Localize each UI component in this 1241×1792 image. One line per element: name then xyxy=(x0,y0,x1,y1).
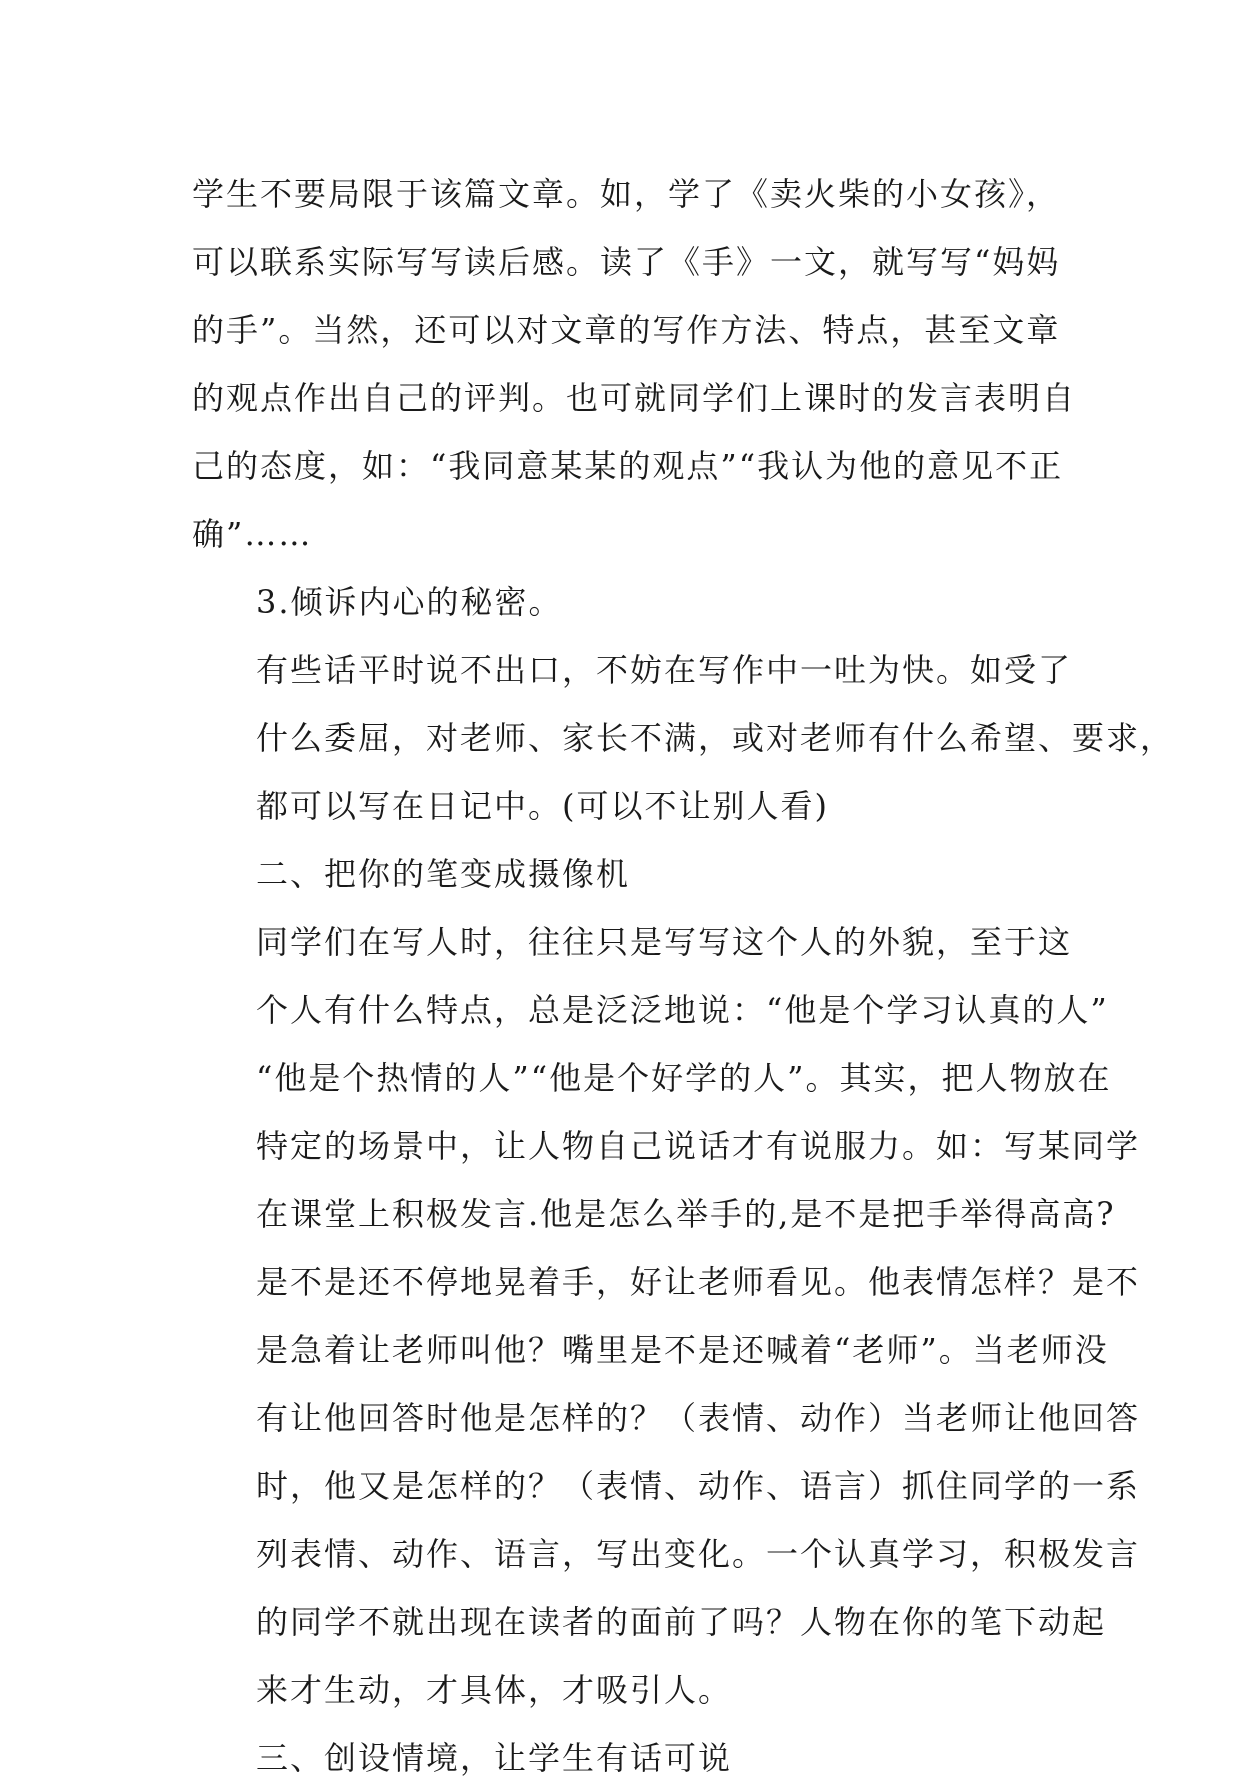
text-line: 个人有什么特点，总是泛泛地说：“他是个学习认真的人” xyxy=(256,991,1109,1029)
text-line: 列表情、动作、语言，写出变化。一个认真学习，积极发言 xyxy=(256,1535,1141,1573)
text-line: 二、把你的笔变成摄像机 xyxy=(256,855,631,893)
text-line: 是不是还不停地晃着手，好让老师看见。他表情怎样？是不 xyxy=(256,1263,1141,1301)
paragraph-reading-response xyxy=(192,160,1077,568)
text-line: 3.倾诉内心的秘密。 xyxy=(256,583,563,621)
document-body xyxy=(192,160,1175,1792)
text-line: 的同学不就出现在读者的面前了吗？人物在你的笔下动起 xyxy=(256,1603,1107,1641)
text-line: 的手”。当然，还可以对文章的写作方法、特点，甚至文章 xyxy=(192,311,1061,349)
text-line: 特定的场景中，让人物自己说话才有说服力。如：写某同学 xyxy=(256,1127,1141,1165)
text-line: 是急着让老师叫他？嘴里是不是还喊着“老师”。当老师没 xyxy=(256,1331,1109,1369)
subheading-secrets xyxy=(192,568,1052,636)
text-line: 同学们在写人时，往往只是写写这个人的外貌，至于这 xyxy=(256,923,1073,961)
text-line: 都可以写在日记中。(可以不让别人看) xyxy=(256,787,829,825)
section-heading-scenario xyxy=(192,1724,1052,1792)
text-line: “他是个热情的人”“他是个好学的人”。其实，把人物放在 xyxy=(256,1059,1112,1097)
paragraph-camera xyxy=(192,908,1141,1724)
text-line: 时，他又是怎样的？（表情、动作、语言）抓住同学的一系 xyxy=(256,1467,1141,1505)
text-line: 有些话平时说不出口，不妨在写作中一吐为快。如受了 xyxy=(256,651,1073,689)
text-line: 有让他回答时他是怎样的？（表情、动作）当老师让他回答 xyxy=(256,1399,1141,1437)
text-line: 学生不要局限于该篇文章。如，学了《卖火柴的小女孩》， xyxy=(192,175,1061,213)
section-heading-camera xyxy=(192,840,1052,908)
paragraph-secrets xyxy=(192,636,1175,840)
text-line: 的观点作出自己的评判。也可就同学们上课时的发言表明自 xyxy=(192,379,1077,417)
text-line: 确”…… xyxy=(192,515,313,553)
text-line: 三、创设情境，让学生有话可说 xyxy=(256,1739,733,1777)
text-line: 什么委屈，对老师、家长不满，或对老师有什么希望、要求， xyxy=(256,719,1175,757)
text-line: 来才生动，才具体，才吸引人。 xyxy=(256,1671,733,1709)
text-line: 己的态度，如：“我同意某某的观点”“我认为他的意见不正 xyxy=(192,447,1064,485)
text-line: 可以联系实际写写读后感。读了《手》一文，就写写“妈妈 xyxy=(192,243,1061,281)
text-line: 在课堂上积极发言.他是怎么举手的,是不是把手举得高高? xyxy=(256,1195,1116,1233)
